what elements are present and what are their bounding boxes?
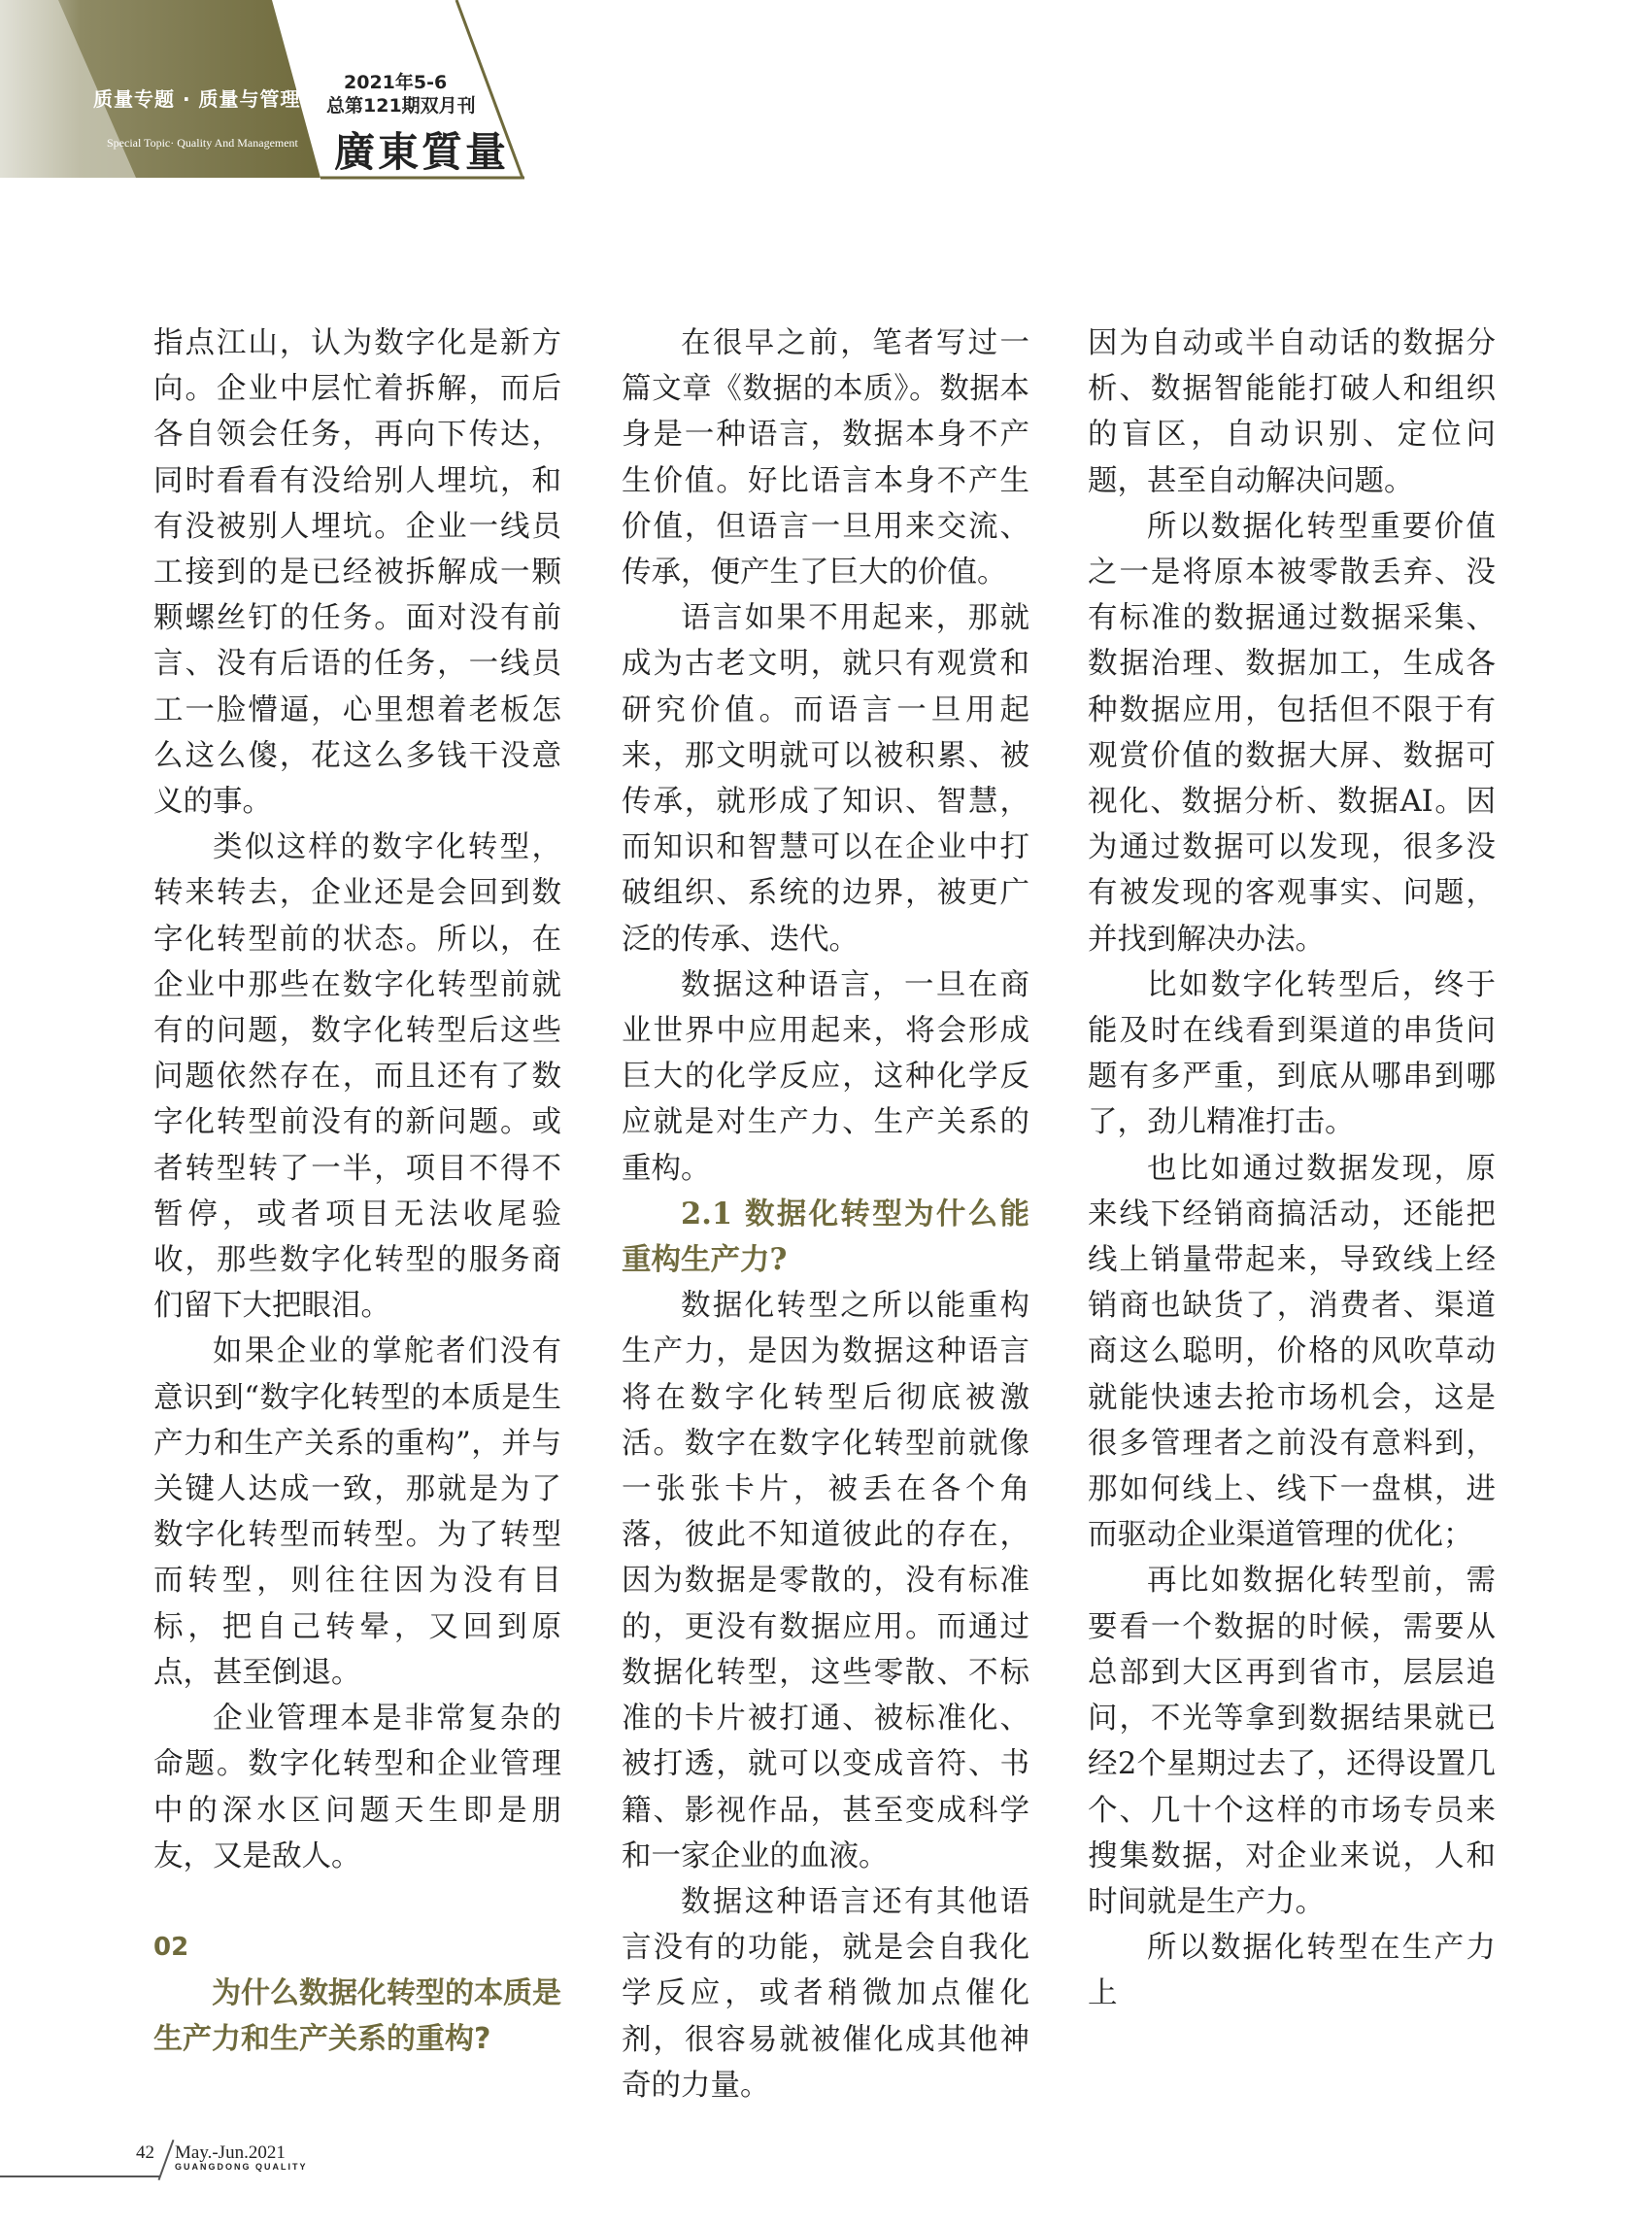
footer-rule [0, 2175, 160, 2177]
header-issue-number: 总第121期双月刊 [326, 95, 476, 117]
subheading: 2.1 数据化转型为什么能重构生产力? [622, 1196, 1029, 1278]
magazine-logo: 廣東質量 [334, 128, 510, 176]
footer-slash [158, 2140, 175, 2180]
paragraph: 类似这样的数字化转型，转来转去，企业还是会回到数字化转型前的状态。所以，在企业中那些在数字化转型前就有的问题，数字化转型后这些问题依然存在，而且还有了数字化转型前没有的新问题。或者转型转了一半，项目不得不暂停，或者项目无法收尾验收，那些数字化转型的服务商们留下大把眼泪。 [153, 830, 561, 1324]
paragraph: 因为自动或半自动话的数据分析、数据智能能打破人和组织的盲区，自动识别、定位问题，甚至自动解决问题。 [1088, 326, 1496, 498]
header-section-en: Special Topic· Quality And Management [107, 136, 298, 150]
section-number: 02 [153, 1932, 189, 1962]
paragraph: 再比如数据化转型前，需要看一个数据的时候，需要从总部到大区再到省市，层层追问，不光等拿到数据结果就已经2个星期过去了，还得设置几个、几十个这样的市场专员来搜集数据，对企业来说，人和时间就是生产力。 [1088, 1564, 1496, 1919]
paragraph: 数据化转型之所以能重构生产力，是因为数据这种语言将在数字化转型后彻底被激活。数字在数字化转型前就像一张张卡片，被丢在各个角落，彼此不知道彼此的存在，因为数据是零散的，没有标准的，更没有数据应用。而通过数据化转型，这些零散、不标准的卡片被打通、被标准化、被打透，就可以变成音符、书籍、影视作品，甚至变成科学和一家企业的血液。 [622, 1289, 1029, 1873]
paragraph: 数据这种语言，一旦在商业世界中应用起来，将会形成巨大的化学反应，这种化学反应就是对生产力、生产关系的重构。 [622, 967, 1029, 1186]
page-header [0, 0, 544, 180]
paragraph: 在很早之前，笔者写过一篇文章《数据的本质》。数据本身是一种语言，数据本身不产生价值。好比语言本身不产生价值，但语言一旦用来交流、传承，便产生了巨大的价值。 [622, 326, 1029, 590]
paragraph: 也比如通过数据发现，原来线下经销商搞活动，还能把线上销量带起来，导致线上经销商也缺货了，消费者、渠道商这么聪明，价格的风吹草动就能快速去抢市场机会，这是很多管理者之前没有意料到，那如何线上、线下一盘棋，进而驱动企业渠道管理的优化； [1088, 1151, 1496, 1553]
paragraph: 企业管理本是非常复杂的命题。数字化转型和企业管理中的深水区问题天生即是朋友，又是敌人。 [153, 1702, 561, 1873]
paragraph: 所以数据化转型重要价值之一是将原本被零散丢弃、没有标准的数据通过数据采集、数据治理、数据加工，生成各种数据应用，包括但不限于有观赏价值的数据大屏、数据可视化、数据分析、数据AI。因为通过数据可以发现，很多没有被发现的客观事实、问题，并找到解决办法。 [1088, 509, 1496, 957]
paragraph: 比如数字化转型后，终于能及时在线看到渠道的串货问题有多严重，到底从哪串到哪了，劲儿精准打击。 [1088, 967, 1496, 1140]
paragraph: 所以数据化转型在生产力上 [1088, 1931, 1496, 2011]
section-title: 为什么数据化转型的本质是生产力和生产关系的重构? [153, 1976, 561, 2057]
column-1 [153, 320, 561, 2062]
paragraph: 指点江山，认为数字化是新方向。企业中层忙着拆解，而后各自领会任务，再向下传达，同时看看有没给别人埋坑，和有没被别人埋坑。企业一线员工接到的是已经被拆解成一颗颗螺丝钉的任务。面对没有前言、没有后语的任务，一线员工一脸懵逼，心里想着老板怎么这么傻，花这么多钱干没意义的事。 [153, 326, 561, 820]
header-section-cn: 质量专题 · 质量与管理 [93, 87, 301, 111]
footer-magazine-name: GUANGDONG QUALITY [175, 2162, 308, 2172]
column-3 [1088, 320, 1496, 2017]
paragraph: 数据这种语言还有其他语言没有的功能，就是会自我化学反应，或者稍微加点催化剂，很容易就被催化成其他神奇的力量。 [622, 1884, 1029, 2103]
page-number: 42 [136, 2142, 154, 2163]
paragraph: 如果企业的掌舵者们没有意识到“数字化转型的本质是生产力和生产关系的重构”，并与关键人达成一致，那就是为了数字化转型而转型。为了转型而转型，则往往因为没有目标，把自己转晕，又回到原点，甚至倒退。 [153, 1334, 561, 1690]
column-2 [622, 320, 1029, 2108]
header-issue-date: 2021年5-6 [344, 72, 448, 93]
footer-date: May.-Jun.2021 [175, 2142, 286, 2163]
paragraph: 语言如果不用起来，那就成为古老文明，就只有观赏和研究价值。而语言一旦用起来，那文明就可以被积累、被传承，就形成了知识、智慧，而知识和智慧可以在企业中打破组织、系统的边界，被更广泛的传承、迭代。 [622, 601, 1029, 957]
